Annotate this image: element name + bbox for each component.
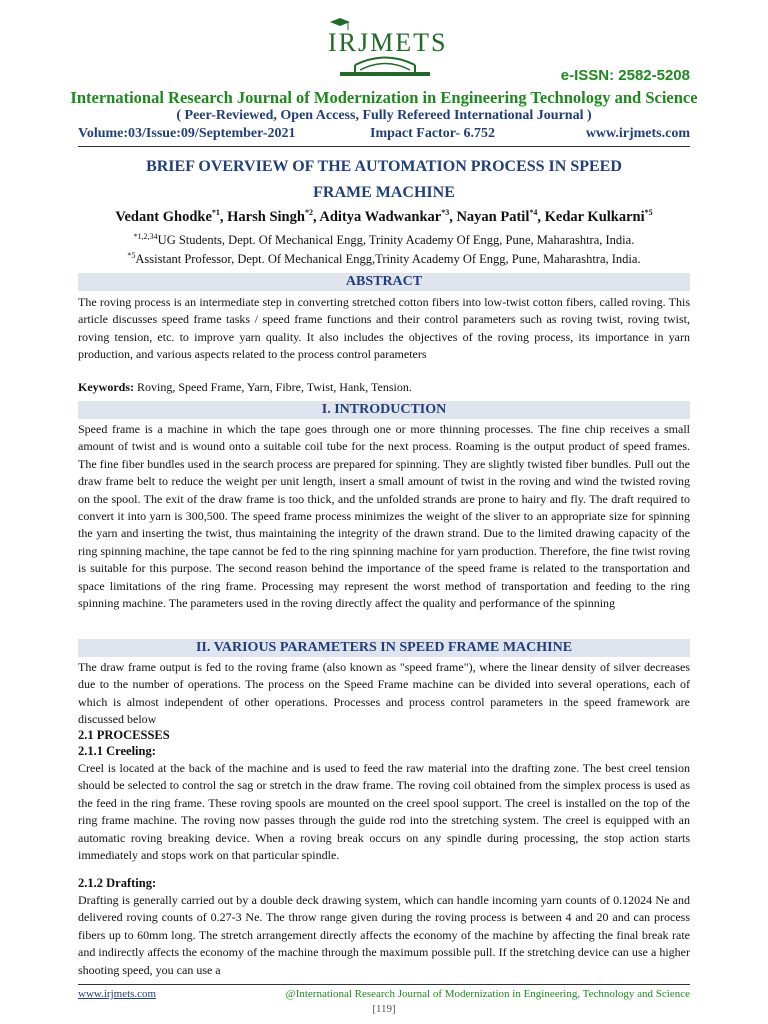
- footer-website-link[interactable]: www.irjmets.com: [78, 988, 157, 1000]
- journal-subtitle: ( Peer-Reviewed, Open Access, Fully Refereed International Journal ): [176, 108, 592, 123]
- author-mark: *1: [211, 208, 220, 217]
- paper-title-line-2: FRAME MACHINE: [313, 184, 455, 201]
- section-2-text: The draw frame output is fed to the roving frame (also known as "speed frame"), where the linear density of silver decreases due to the number of operations. The process on the Speed Frame machine can be divided into several operations, each of which is almost independent of other operations. Processes and process control parameters in the speed framework are discussed below: [78, 660, 690, 727]
- paper-title-line-1: BRIEF OVERVIEW OF THE AUTOMATION PROCESS IN SPEED: [146, 158, 622, 175]
- journal-website[interactable]: www.irjmets.com: [585, 126, 690, 141]
- volume-line: [78, 126, 690, 147]
- author-list: Vedant Ghodke$^{*1}$, Harsh Singh$^{*2}$, Aditya Wadwankar$^{*3}$, Nayan Patil$^{*4}$, Kedar Kulkarni$^{*5}$: [115, 208, 653, 225]
- author-mark: *2: [304, 208, 313, 217]
- affiliation-1: [0, 232, 768, 248]
- page-footer: [78, 984, 690, 1003]
- section-2-heading: II. VARIOUS PARAMETERS IN SPEED FRAME MACHINE: [78, 639, 690, 657]
- volume-issue: Volume:03/Issue:09/September-2021: [78, 126, 296, 141]
- issn: e-ISSN: 2582-5208: [560, 67, 690, 84]
- affiliation-text: UG Students, Dept. Of Mechanical Engg, Trinity Academy Of Engg, Pune, Maharashtra, India.: [157, 233, 635, 248]
- introduction-heading: I. INTRODUCTION: [78, 401, 690, 419]
- subsection-processes: 2.1 PROCESSES: [78, 728, 170, 742]
- logo-text: IRJMETS: [328, 28, 448, 57]
- drafting-text: Drafting is generally carried out by a double deck drawing system, which can handle incoming yarn counts of 0.12024 Ne and delivered roving counts of 0.27-3 Ne. The throw range given during the roving process is between 4 and 20 and can process fibers up to 60mm long. The stretch arrangement directly affects the economy of the machine by affecting the final break rate and indirectly affects the economy of the machine through the maximum possible pull. If the stretching device can use a higher shooting speed, you can use a: [78, 893, 690, 977]
- keywords-label: Keywords:: [78, 380, 134, 394]
- keywords: [78, 379, 690, 396]
- affiliation-mark: *1,2,34: [133, 232, 158, 241]
- affiliation-2: [0, 251, 768, 267]
- subsection-creeling: 2.1.1 Creeling:: [78, 744, 156, 758]
- page-number: [119]: [372, 1003, 396, 1015]
- creeling-text: Creel is located at the back of the machine and is used to feed the raw material into the drafting zone. The best creel tension should be selected to control the sag or stretch in the draw frame. The roving coil obtained from the simplex process is used as the feed in the ring frame. These roving spools are mounted on the creel spool support. The creel is installed on the top of the ring frame machine. The roving now passes through the guide rod into the stretching system. The creel is equipped with an automatic roving breaking device. When a roving break occurs on any spindle during processing, the stop action starts immediately and stops work on that particular spindle.: [78, 761, 690, 863]
- author-mark: *5: [644, 208, 653, 217]
- author-name: Kedar Kulkarni: [544, 208, 645, 225]
- abstract-heading: ABSTRACT: [78, 273, 690, 291]
- author-name: Harsh Singh: [227, 208, 305, 225]
- author-mark: *3: [441, 208, 450, 217]
- subsection-drafting: 2.1.2 Drafting:: [78, 876, 157, 890]
- footer-copyright: @International Research Journal of Modernization in Engineering, Technology and Science: [285, 988, 690, 1000]
- impact-factor: Impact Factor- 6.752: [370, 126, 496, 141]
- affiliation-text: Assistant Professor, Dept. Of Mechanical Engg,Trinity Academy Of Engg, Pune, Maharashtra, India.: [135, 252, 641, 267]
- author-name: Vedant Ghodke: [115, 208, 212, 225]
- introduction-text: Speed frame is a machine in which the tape goes through one or more thinning processes. The fine chip receives a small amount of twist and is wound onto a suitable coil tube for the next process. Roaming is the output product of speed frames. The fine fiber bundles used in the search process are prepared for spinning. They are slightly twisted fiber bundles. Pull out the draw frame belt to reduce the weight per unit length, insert a small amount of twist in the roving and wind the twisted roving on the spool. The exit of the draw frame is too thick, and the unfolded strands are prone to hairy and fly. The draft required to convert it into yarn is 300,500. The speed frame process minimizes the weight of the sliver to an appropriate size for spinning the yarn and inserting the twist, thus maintaining the integrity of the drawn strand. Due to the limited drawing capacity of the ring spinning machine, the tape cannot be fed to the ring spinning machine for yarn production. Therefore, the fine twist roving is suitable for this purpose. The second reason behind the importance of the speed frame is related to the transportation and space limitations of the ring frame. Processing may represent the worst method of transportation and feeding to the ring spinning machine. The parameters used in the roving directly affect the quality and performance of the spinning: [78, 422, 690, 611]
- author-mark: *4: [529, 208, 538, 217]
- journal-name: International Research Journal of Modernization in Engineering Technology and Science: [70, 88, 698, 107]
- keywords-list: Roving, Speed Frame, Yarn, Fibre, Twist, Hank, Tension.: [134, 380, 412, 394]
- author-name: Aditya Wadwankar: [319, 208, 442, 225]
- author-name: Nayan Patil: [456, 208, 530, 225]
- abstract-text: The roving process is an intermediate step in converting stretched cotton fibers into low-twist cotton fibers, called roving. This article discusses speed frame tasks / speed frame functions and their control parameters such as roving twist, roving twist, roving tension, etc. to improve yarn quality. It also includes the objectives of the roving process, its importance in yarn production, and various aspects related to the process control parameters: [78, 295, 690, 362]
- affiliation-mark: *5: [127, 251, 136, 260]
